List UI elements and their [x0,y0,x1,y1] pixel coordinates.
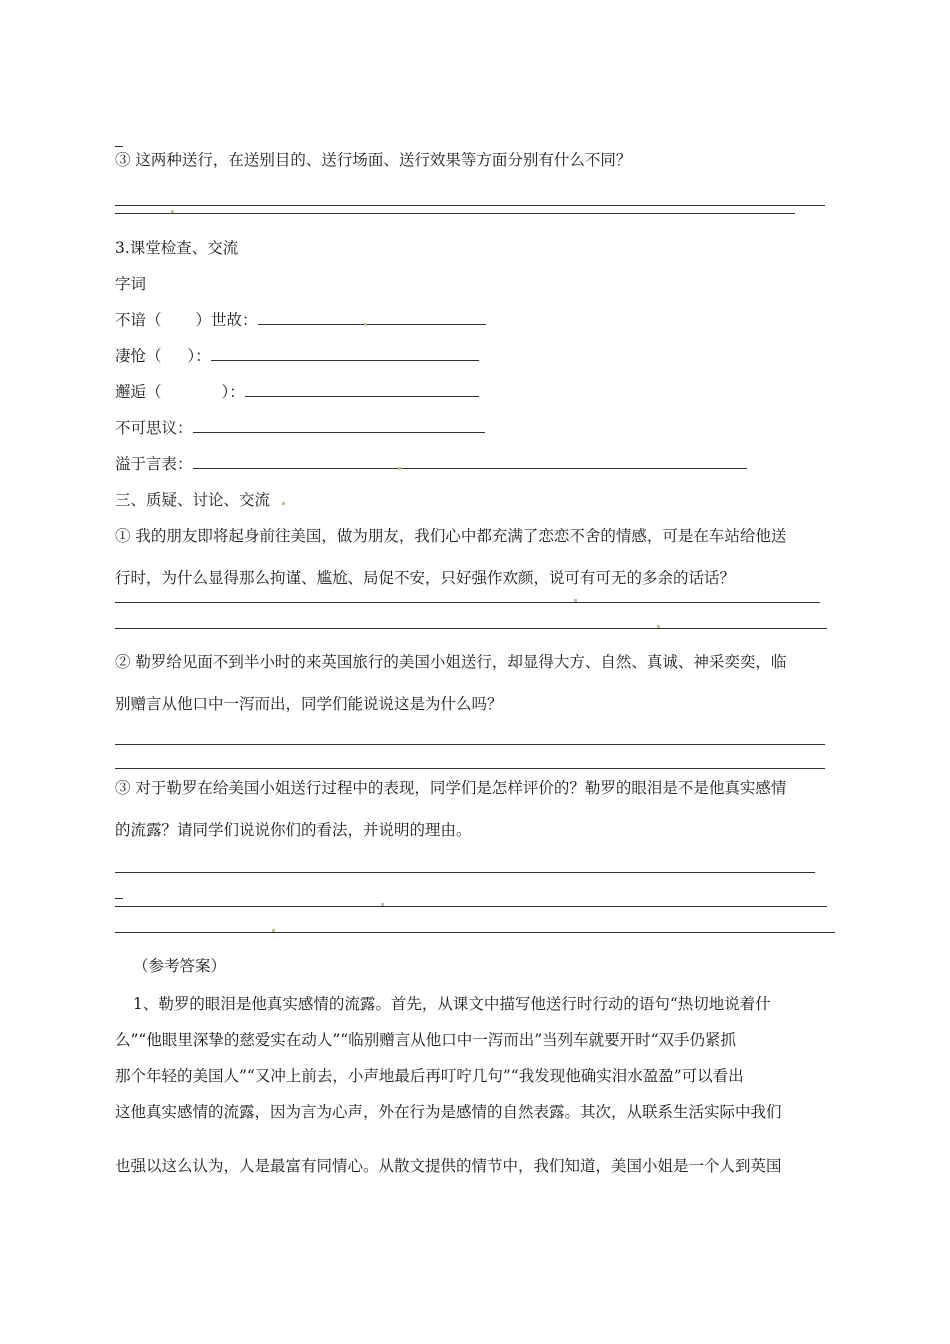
vocab-item-bushi: 不谙（ ）世故： [115,310,486,330]
answer-line [115,872,815,873]
answer-line [115,213,795,214]
answer-heading: （参考答案） [133,957,227,975]
answer-line-text: 这他真实感情的流露，因为言为心声，外在行为是感情的自然表露。其次，从联系生活实际中我们 [115,1103,782,1121]
question-3-line-1: ③ 对于勒罗在给美国小姐送行过程中的表现，同学们是怎样评价的？勒罗的眼泪是不是他真实感情 [115,779,787,797]
speck [171,210,174,213]
answer-line-text: 么”“他眼里深挚的慈爱实在动人”“临别赠言从他口中一泻而出”当列车就要开时“双手仍紧抓 [115,1031,737,1049]
question-1-line-1: ① 我的朋友即将起身前往美国，做为朋友，我们心中都充满了恋恋不舍的情感，可是在车站给他送 [115,527,787,545]
vocab-item-yiyuyanbiao: 溢于言表： [115,454,747,474]
speck [282,502,285,505]
speck [398,467,401,470]
answer-line [115,628,827,629]
answer-line-text: 也强以这么认为，人是最富有同情心。从散文提供的情节中，我们知道，美国小姐是一个人到英国 [115,1157,782,1175]
speck [574,599,577,602]
vocab-item-bukesiyi: 不可思议： [115,418,485,438]
speck [272,929,275,932]
answer-line [115,602,820,603]
fill-blank[interactable] [211,346,479,361]
vocab-heading: 字词 [115,275,147,293]
answer-line-text: 那个年轻的美国人”“又冲上前去，小声地最后再叮咛几句”“我发现他确实泪水盈盈”可以看出 [115,1067,744,1085]
fill-blank[interactable] [193,418,485,433]
stray-dash [115,898,123,899]
section-3-title: 3.课堂检查、交流 [115,239,239,257]
answer-line [115,768,825,769]
stray-dash [115,146,123,147]
speck [381,903,384,906]
question-1-line-2: 行时，为什么显得那么拘谨、尴尬、局促不安，只好强作欢颜，说可有可无的多余的话话？ [115,569,736,587]
vocab-item-xiehou: 邂逅（ ）： [115,382,479,402]
speck [364,323,367,326]
vocab-item-qiangchuang: 凄怆（ ）： [115,346,479,366]
speck [657,625,660,628]
discussion-title: 三、质疑、讨论、交流 [115,491,271,509]
fill-blank[interactable] [245,382,479,397]
question-2-line-1: ② 勒罗给见面不到半小时的来英国旅行的美国小姐送行，却显得大方、自然、真诚、神采奕奕，临 [115,653,787,671]
fill-blank[interactable] [258,310,486,325]
answer-line [115,205,825,206]
answer-line [115,906,827,907]
fill-blank[interactable] [193,454,747,469]
question-3-intro: ③ 这两种送行，在送别目的、送行场面、送行效果等方面分别有什么不同？ [115,151,632,169]
answer-line [115,744,825,745]
answer-line-text: 1、勒罗的眼泪是他真实感情的流露。首先，从课文中描写他送行时行动的语句“热切地说着什 [133,995,771,1013]
answer-line [115,932,835,933]
question-3-line-2: 的流露？请同学们说说你们的看法，并说明的理由。 [115,821,472,839]
question-2-line-2: 别赠言从他口中一泻而出，同学们能说说这是为什么吗？ [115,695,503,713]
